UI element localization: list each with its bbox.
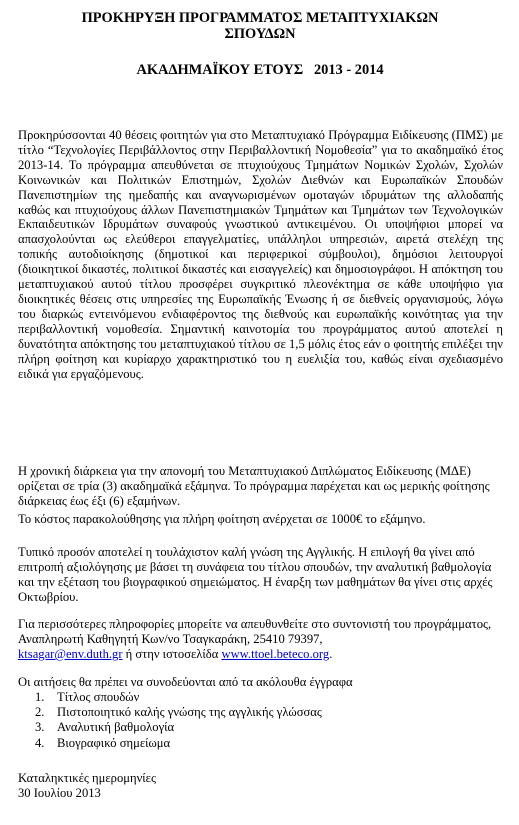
contact-text: Για περισσότερες πληροφορίες μπορείτε να απευθυνθείτε στο συντονιστή του προγράμματος, Αναπληρωτή Καθηγητή Κων/νο Τσαγκαράκη, 25410 79397, [18, 617, 492, 646]
list-item-label: Βιογραφικό σημείωμα [57, 735, 171, 750]
cost-paragraph: Το κόστος παρακολούθησης για πλήρη φοίτηση ανέρχεται σε 1000€ το εξάμηνο. [18, 512, 426, 526]
title-line-1: ΠΡΟΚΗΡΥΞΗ ΠΡΟΓΡΑΜΜΑΤΟΣ ΜΕΤΑΠΤΥΧΙΑΚΩΝ [81, 10, 439, 26]
list-item [35, 720, 322, 735]
documents-intro: Οι αιτήσεις θα πρέπει να συνοδεύονται από τα ακόλουθα έγγραφα [18, 675, 353, 689]
list-item [35, 705, 322, 720]
list-item-label: Πιστοποιητικό καλής γνώσης της αγγλικής γλώσσας [57, 705, 322, 720]
deadline-label: Καταληκτικές ημερομηνίες [18, 771, 156, 785]
title-line-2: ΣΠΟΥΔΩΝ [224, 26, 296, 42]
list-item-label: Τίτλος σπουδών [57, 690, 140, 704]
duration-paragraph: Η χρονική διάρκεια για την απονομή του Μεταπτυχιακού Διπλώματος Ειδίκευσης (ΜΔΕ) ορίζεται σε τρία (3) ακαδημαϊκά εξάμηνα. Το πρόγραμμα παρέχεται και ως μερικής φοίτησης διάρκειας έως έξι (6) εξαμήνων. [18, 464, 490, 508]
list-item-label: Αναλυτική βαθμολογία [57, 720, 175, 735]
deadline-section [18, 771, 503, 801]
list-item-number: 2. [35, 705, 45, 720]
academic-year-heading: ΑΚΑΔΗΜΑΪΚΟΥ ΕΤΟΥΣ 2013 - 2014 [136, 62, 384, 78]
contact-mid-text: ή στην ιστοσελίδα [122, 646, 222, 661]
list-item-number: 3. [35, 720, 45, 735]
list-item [35, 690, 322, 705]
website-link[interactable]: www.ttoel.beteco.org [221, 646, 330, 661]
intro-paragraph: Προκηρύσσονται 40 θέσεις φοιτητών για στο Μεταπτυχιακό Πρόγραμμα Ειδίκευσης (ΠΜΣ) με τίτλο “Τεχνολογίες Περιβάλλοντος στην Περιβαλλοντική Νομοθεσία” για το ακαδημαϊκό έτος 2013-14. Το πρόγραμμα απευθύνεται σε πτυχιούχους Τμημάτων Νομικών Σχολών, Σχολών Κοινωνικών και Πολιτικών Επιστημών, Σχολών Διεθνών και Ευρωπαϊκών Σπουδών Πανεπιστημίων της ημεδαπής και αναγνωρισμένων ομοταγών ιδρυμάτων της αλλοδαπής καθώς και πτυχιούχους άλλων Πανεπιστημιακών Τμημάτων και Τμημάτων των Τεχνολογικών Εκπαιδευτικών Ιδρυμάτων συναφούς γνωστικού αντικειμένου. Οι υποψήφιοι μπορεί να απασχολούνται ως ελεύθεροι επαγγελματίες, υπάλληλοι υπηρεσιών, αιρετά στελέχη της τοπικής αυτοδιοίκησης (δημοτικοί και περιφερικοί σύμβουλοι), δημόσιοι λειτουργοί (διοικητικοί δικαστές, πολιτικοί δικαστές και εισαγγελείς) και δημοσιογράφοι. Η απόκτηση του μεταπτυχιακού αυτού τίτλου προσφέρει συγκριτικό πλεονέκτημα σε κάθε υποψήφιο για διοικητικές θέσεις στις υπηρεσίες της Ευρωπαϊκής Ένωσης ή σε διεθνείς οργανισμούς, λόγω του διαρκώς εντεινόμενου ενδιαφέροντος της διεθνούς και ευρωπαϊκής κοινότητας για την περιβαλλοντική νομοθεσία. Σημαντική καινοτομία του προγράμματος αυτού αποτελεί η δυνατότητα απόκτησης του μεταπτυχιακού τίτλου σε 1,5 μόλις έτος εάν ο φοιτητής επιλέξει την πλήρη φοίτηση και κυρίαρχο χαρακτηριστικό του η ευελιξία του, καθώς είναι σχεδιασμένο ειδικά για εργαζόμενους. [18, 128, 503, 381]
contact-paragraph [18, 617, 503, 662]
contact-end-text: . [329, 646, 333, 661]
documents-list [35, 690, 322, 751]
requirements-paragraph: Τυπικό προσόν αποτελεί η τουλάχιστον καλή γνώση της Αγγλικής. Η επιλογή θα γίνει από επιτροπή αξιολόγησης με βάσει τη συνάφεια του τίτλου σπουδών, την αναλυτική βαθμολογία και την εξέταση του βιογραφικού σημειώματος. Η έναρξη των μαθημάτων θα γίνει στις αρχές Οκτωβρίου. [18, 545, 493, 604]
list-item [35, 736, 322, 751]
page-title [60, 10, 460, 42]
deadline-date: 30 Ιουλίου 2013 [18, 785, 101, 800]
list-item-number: 1. [35, 690, 45, 704]
list-item-number: 4. [35, 735, 45, 750]
contact-email-link[interactable]: ktsagar@env.duth.gr [18, 646, 123, 661]
